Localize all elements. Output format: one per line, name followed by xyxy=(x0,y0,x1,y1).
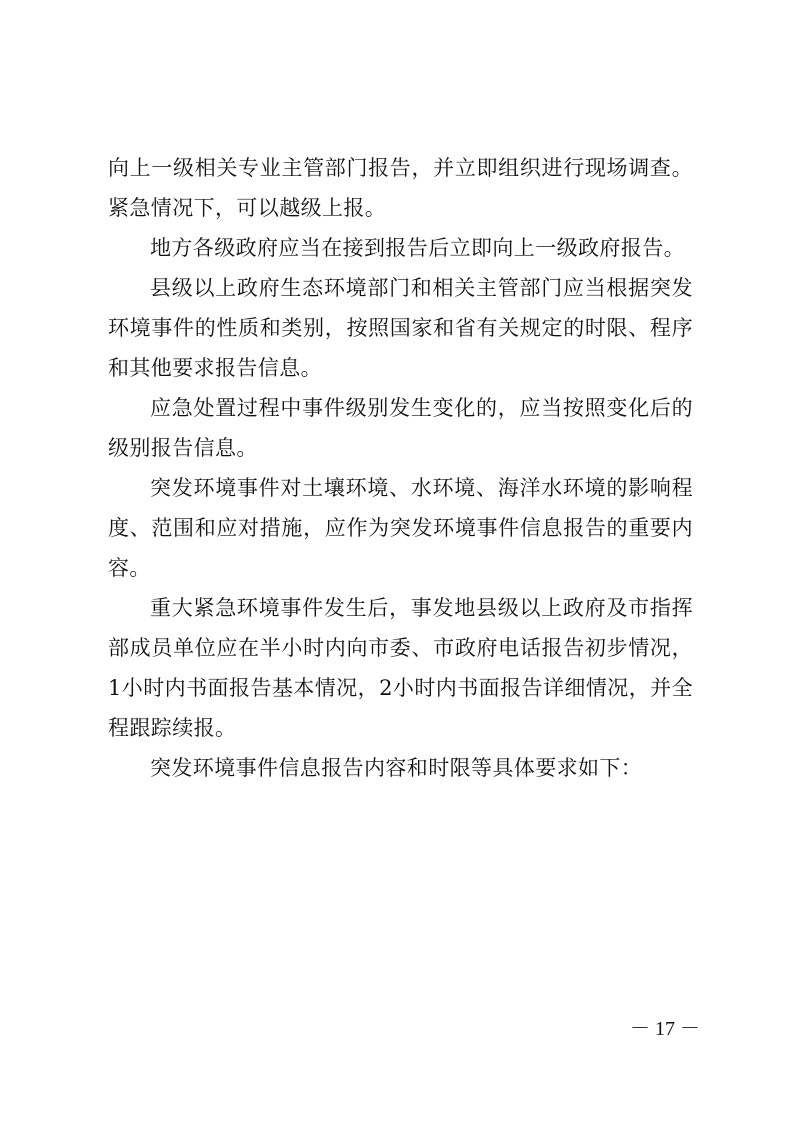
paragraph: 应急处置过程中事件级别发生变化的，应当按照变化后的级别报告信息。 xyxy=(108,396,693,460)
paragraph: 重大紧急环境事件发生后，事发地县级以上政府及市指挥部成员单位应在半小时内向市委、市政府电话报告初步情况，1小时内书面报告基本情况，2小时内书面报告详细情况，并全程跟踪续报。 xyxy=(108,596,693,740)
paragraph: 地方各级政府应当在接到报告后立即向上一级政府报告。 xyxy=(150,236,685,260)
page-number: － 17 － xyxy=(630,1018,700,1040)
paragraph: 突发环境事件对土壤环境、水环境、海洋水环境的影响程度、范围和应对措施，应作为突发环境事件信息报告的重要内容。 xyxy=(108,476,693,580)
document-body xyxy=(108,148,693,788)
paragraph: 突发环境事件信息报告内容和时限等具体要求如下： xyxy=(150,756,643,780)
paragraph: 县级以上政府生态环境部门和相关主管部门应当根据突发环境事件的性质和类别，按照国家和省有关规定的时限、程序和其他要求报告信息。 xyxy=(108,276,693,380)
paragraph-continued: 向上一级相关专业主管部门报告，并立即组织进行现场调查。紧急情况下，可以越级上报。 xyxy=(108,156,693,220)
